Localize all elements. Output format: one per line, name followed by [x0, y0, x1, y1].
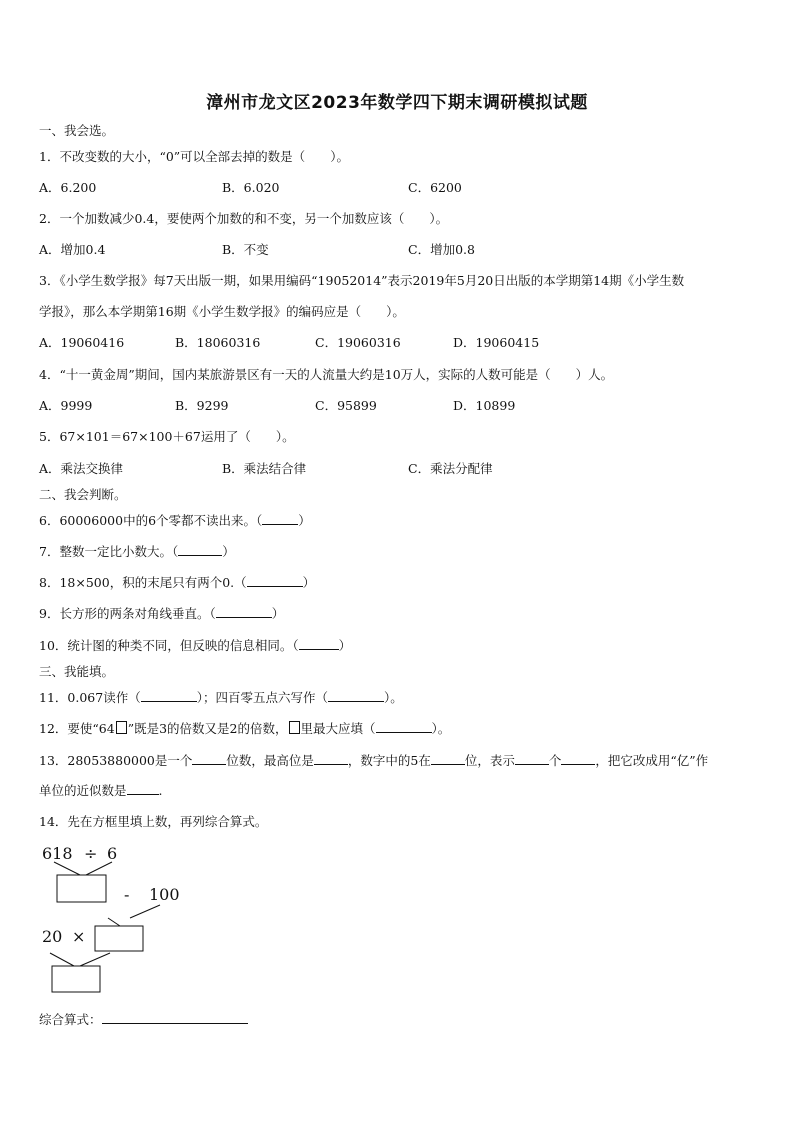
q7-text: 7．整数一定比小数大。（ [39, 544, 179, 559]
minus-sign: - [124, 885, 130, 904]
connector-line [54, 862, 80, 875]
q1-option-c[interactable]: C．6200 [408, 180, 462, 195]
q1-option-a[interactable]: A．6.200 [39, 180, 97, 195]
question-2: 2．一个加数减少0.4，要使两个加数的和不变，另一个加数应该（ ）。 [39, 211, 449, 226]
q8-close: ） [302, 575, 316, 590]
number-20: 20 [42, 927, 63, 946]
connector-line [86, 862, 112, 875]
q7-close: ） [222, 544, 235, 559]
q13-part-4: 位，表示 [464, 753, 515, 768]
section-heading-2: 二、我会判断。 [39, 487, 127, 502]
q2-option-b[interactable]: B．不变 [222, 242, 269, 257]
q6-close: ） [298, 513, 311, 528]
question-3-line-1: 3．《小学生数学报》每7天出版一期，如果用编码“19052014”表示2019年5月20日出版的本学期第14期《小学生数 [39, 273, 685, 288]
q13-end: . [158, 783, 163, 798]
q13-part-5: 个 [548, 753, 562, 768]
q1-option-b[interactable]: B．6.020 [222, 180, 280, 195]
q4-option-d[interactable]: D．10899 [453, 398, 516, 413]
q13-part-3: ，数字中的5在 [347, 753, 431, 768]
q13-line-2-text: 单位的近似数是 [39, 783, 127, 798]
q13-part-6: ，把它改成用“亿”作 [595, 753, 709, 768]
q9-text: 9．长方形的两条对角线垂直。（ [39, 606, 216, 621]
q13-part-2: 位数，最高位是 [226, 753, 314, 768]
q3-option-d[interactable]: D．19060415 [453, 335, 540, 350]
question-1: 1．不改变数的大小，“0”可以全部去掉的数是（ ）。 [39, 149, 349, 164]
answer-box-2[interactable] [95, 926, 143, 951]
combined-formula [39, 1010, 248, 1028]
question-3-line-2: 学报》，那么本学期第16期《小学生数学报》的编码应是（ ）。 [39, 304, 405, 319]
number-6: 6 [107, 844, 118, 863]
q5-option-b[interactable]: B．乘法结合律 [222, 461, 307, 476]
q11-part-3: ）。 [383, 690, 403, 705]
section-heading-3: 三、我能填。 [39, 664, 115, 679]
q2-option-a[interactable]: A．增加0.4 [39, 242, 106, 257]
connector-line [108, 918, 120, 926]
q12-part-2: ”既是3的倍数又是2的倍数， [127, 721, 288, 736]
q4-option-b[interactable]: B．9299 [175, 398, 229, 413]
q3-option-a[interactable]: A．19060416 [39, 335, 125, 350]
divide-sign: ÷ [84, 844, 98, 863]
section-heading-1: 一、我会选。 [39, 123, 115, 138]
q11-part-2: ）；四百零五点六写作（ [196, 690, 328, 705]
q2-option-c[interactable]: C．增加0.8 [408, 242, 475, 257]
q12-part-4: ）。 [431, 721, 451, 736]
number-100: 100 [149, 885, 180, 904]
connector-line [130, 905, 160, 918]
q12-part-3: 里最大应填（ [300, 721, 376, 736]
times-sign: × [72, 927, 86, 946]
q3-option-c[interactable]: C．19060316 [315, 335, 401, 350]
q5-option-c[interactable]: C．乘法分配律 [408, 461, 493, 476]
q5-option-a[interactable]: A．乘法交换律 [39, 461, 124, 476]
formula-blank[interactable] [102, 1011, 248, 1024]
q12-part-1: 12．要使“64 [39, 721, 115, 736]
q6-text: 6．60006000中的6个零都不读出来。（ [39, 513, 263, 528]
page-title: 漳州市龙文区2023年数学四下期末调研模拟试题 [206, 93, 588, 113]
connector-line [80, 953, 110, 966]
q10-text: 10．统计图的种类不同，但反映的信息相同。（ [39, 638, 299, 653]
q4-option-a[interactable]: A．9999 [39, 398, 93, 413]
question-5: 5．67×101＝67×100＋67运用了（ ）。 [39, 429, 295, 444]
q9-close: ） [271, 606, 285, 621]
q3-option-b[interactable]: B．18060316 [175, 335, 261, 350]
q4-option-c[interactable]: C．95899 [315, 398, 377, 413]
question-14: 14．先在方框里填上数，再列综合算式。 [39, 814, 268, 829]
question-4: 4．“十一黄金周”期间，国内某旅游景区有一天的人流量大约是10万人，实际的人数可能是（ ）人。 [39, 367, 614, 382]
answer-box-1[interactable] [57, 875, 106, 902]
number-618: 618 [42, 844, 73, 863]
q8-text: 8．18×500，积的末尾只有两个0.（ [39, 575, 247, 590]
q10-close: ） [338, 638, 352, 653]
connector-line [50, 953, 74, 966]
formula-label: 综合算式： [39, 1012, 102, 1027]
q13-part-1: 13．28053880000是一个 [39, 753, 193, 768]
q11-part-1: 11．0.067读作（ [39, 690, 141, 705]
answer-box-3[interactable] [52, 966, 100, 992]
